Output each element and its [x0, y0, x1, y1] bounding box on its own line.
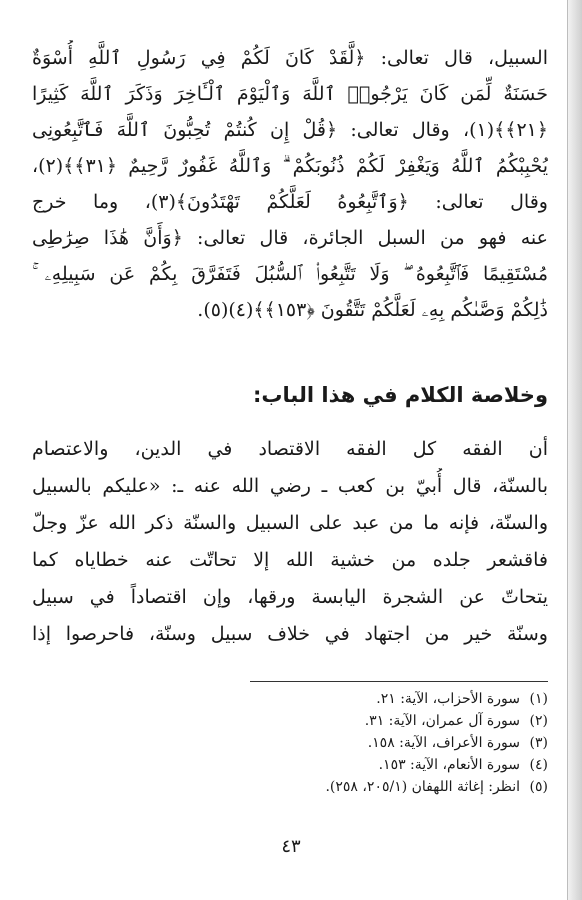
text-line: ﴿٢١﴾﴾(١)، وقال تعالى: ﴿قُلْ إِن كُنتُمْ تُحِبُّونَ ٱللَّهَ فَٱتَّبِعُونِى: [32, 119, 548, 141]
footnote-divider: [250, 681, 548, 682]
page-number: ٤٣: [281, 836, 301, 857]
text-line: السبيل، قال تعالى: ﴿لَّقَدْ كَانَ لَكُمْ فِي رَسُولِ ٱللَّهِ أُسْوَةٌ: [32, 47, 548, 69]
summary-paragraph: [32, 431, 548, 653]
footnote-text: سورة الأحزاب، الآية: ٢١.: [376, 691, 520, 707]
footnote-number: (١): [529, 691, 548, 707]
page-edge: [567, 0, 582, 900]
footnote: [248, 710, 548, 732]
text-line: ذَٰلِكُمْ وَصَّىٰكُم بِهِۦ لَعَلَّكُمْ تَتَّقُونَ ﴿١٥٣﴾﴾(٤)(٥).: [197, 299, 548, 321]
footnote: [248, 732, 548, 754]
text-line: وسنّة خير من اجتهاد في خلاف سبيل وسنّة، فاحرصوا إذا: [32, 623, 548, 645]
footnote: [248, 688, 548, 710]
footnote-number: (٥): [529, 779, 548, 795]
text-line: والسنّة، فإنه ما من عبد على السبيل والسنّة ذكر الله عزّ وجلّ: [32, 512, 548, 534]
footnote-text: انظر: إغاثة اللهفان (٢٠٥/١، ٢٥٨).: [325, 779, 520, 795]
verses-paragraph: [32, 40, 548, 328]
section-heading: وخلاصة الكلام في هذا الباب:: [253, 383, 548, 407]
footnote: [248, 776, 548, 798]
text-line: وقال تعالى: ﴿وَٱتَّبِعُوهُ لَعَلَّكُمْ تَهْتَدُونَ﴾(٣)، وما خرج: [32, 191, 548, 213]
text-line: يُحْبِبْكُمُ ٱللَّهُ وَيَغْفِرْ لَكُمْ ذُنُوبَكُمْ ۗ وَٱللَّهُ غَفُورٌ رَّحِيمٌ ﴿٣١﴾﴾(٢)،: [32, 155, 548, 177]
footnote-text: سورة الأنعام، الآية: ١٥٣.: [378, 757, 520, 773]
footnote-number: (٢): [529, 713, 548, 729]
footnote-number: (٤): [529, 757, 548, 773]
text-line: عنه فهو من السبل الجائرة، قال تعالى: ﴿وَأَنَّ هَٰذَا صِرَٰطِى: [32, 227, 548, 249]
footnote-number: (٣): [529, 735, 548, 751]
footnote: [248, 754, 548, 776]
footnotes: [248, 688, 548, 798]
text-line: حَسَنَةٌ لِّمَن كَانَ يَرْجُوا۟ ٱللَّهَ وَٱلْيَوْمَ ٱلْـَٔاخِرَ وَذَكَرَ ٱللَّهَ كَثِيرًا: [32, 83, 548, 105]
footnote-text: سورة الأعراف، الآية: ١٥٨.: [367, 735, 520, 751]
text-line: يتحاتّ عن الشجرة اليابسة ورقها، وإن اقتصاداً في سبيل: [32, 586, 548, 608]
footnote-text: سورة آل عمران، الآية: ٣١.: [364, 713, 520, 729]
text-line: أن الفقه كل الفقه الاقتصاد في الدين، والاعتصام: [32, 438, 548, 460]
text-line: بالسنّة، قال أُبيّ بن كعب ـ رضي الله عنه ـ: «عليكم بالسبيل: [32, 475, 548, 497]
text-line: مُسْتَقِيمًا فَٱتَّبِعُوهُ ۖ وَلَا تَتَّبِعُوا۟ ٱلسُّبُلَ فَتَفَرَّقَ بِكُمْ عَن سَبِيلِهِۦ ۚ: [32, 263, 548, 285]
text-line: فاقشعر جلده من خشية الله إلا تحاتّت عنه خطاياه كما: [32, 549, 548, 571]
